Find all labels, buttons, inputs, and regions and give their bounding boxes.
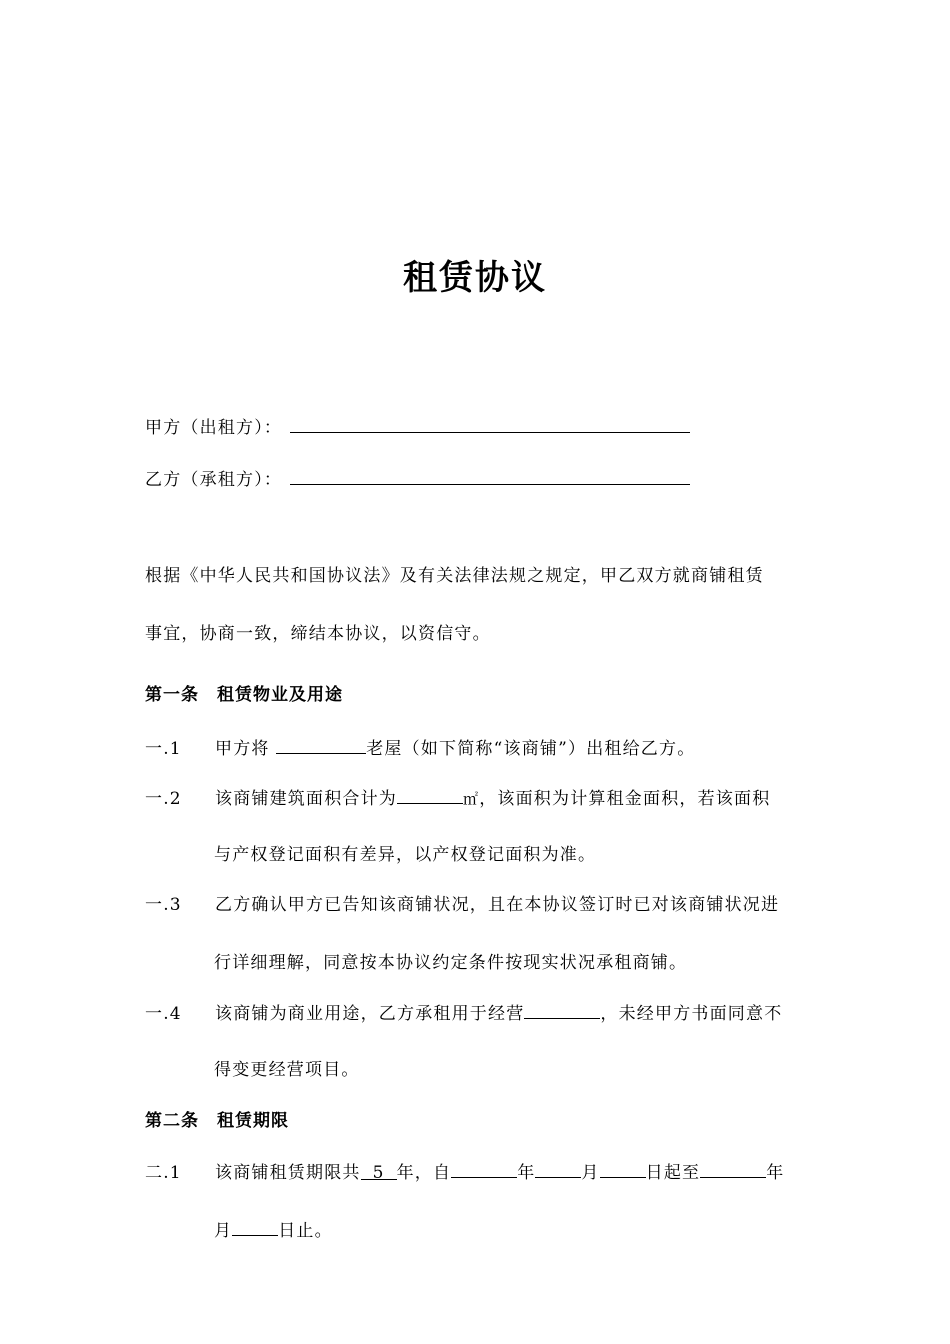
clause-text: 该商铺建筑面积合计为 xyxy=(215,789,397,809)
clause-text: 甲方将 xyxy=(215,739,277,759)
clause-text: 年，自 xyxy=(396,1163,452,1183)
party-a-label: 甲方（出租方）： xyxy=(145,418,283,438)
end-year-blank[interactable] xyxy=(700,1159,766,1178)
clause-1-1 xyxy=(145,735,695,761)
document-title: 租赁协议 xyxy=(403,258,547,298)
business-blank[interactable] xyxy=(524,1000,600,1019)
clause-1-2 xyxy=(145,785,770,811)
clause-text: ，未经甲方书面同意不 xyxy=(600,1004,783,1024)
clause-1-3 xyxy=(145,893,779,917)
clause-1-3-line-2: 行详细理解，同意按本协议约定条件按现实状况承租商铺。 xyxy=(214,953,688,973)
square-meter-unit: ㎡ xyxy=(463,790,480,808)
clause-text: 该商铺为商业用途，乙方承租用于经营 xyxy=(215,1004,525,1024)
party-b-blank[interactable] xyxy=(290,466,690,485)
clause-number: 一.2 xyxy=(145,789,182,809)
lease-years-value[interactable]: 5 xyxy=(361,1161,397,1180)
clause-text: 乙方确认甲方已告知该商铺状况，且在本协议签订时已对该商铺状况进 xyxy=(215,895,780,915)
clause-text: 年 xyxy=(766,1163,785,1183)
clause-text: ，该面积为计算租金面积，若该面积 xyxy=(479,789,771,809)
intro-line-1: 根据《中华人民共和国协议法》及有关法律法规之规定，甲乙双方就商铺租赁 xyxy=(145,566,764,586)
clause-1-2-line-2: 与产权登记面积有差异，以产权登记面积为准。 xyxy=(214,845,597,865)
clause-text: 该商铺租赁期限共 xyxy=(215,1163,361,1183)
party-a-blank[interactable] xyxy=(290,414,690,433)
clause-text: 年 xyxy=(517,1163,536,1183)
start-year-blank[interactable] xyxy=(451,1159,517,1178)
clause-number: 一.3 xyxy=(145,895,182,915)
clause-text: 日起至 xyxy=(645,1163,701,1183)
article-1-heading: 第一条 租赁物业及用途 xyxy=(145,685,343,705)
party-a-line xyxy=(145,414,690,440)
clause-number: 一.1 xyxy=(145,739,182,759)
start-month-blank[interactable] xyxy=(535,1159,581,1178)
clause-2-1 xyxy=(145,1159,784,1185)
area-blank[interactable] xyxy=(397,785,463,804)
clause-number: 一.4 xyxy=(145,1004,182,1024)
clause-text: 月 xyxy=(581,1163,600,1183)
clause-number: 二.1 xyxy=(145,1163,182,1183)
start-day-blank[interactable] xyxy=(600,1159,646,1178)
property-blank[interactable] xyxy=(276,735,366,754)
party-b-line xyxy=(145,466,690,492)
intro-line-2: 事宜，协商一致，缔结本协议，以资信守。 xyxy=(145,624,491,644)
clause-1-4-line-2: 得变更经营项目。 xyxy=(214,1060,360,1080)
clause-text: 月 xyxy=(214,1221,233,1241)
clause-text: 老屋（如下简称“该商铺”）出租给乙方。 xyxy=(366,739,696,759)
end-day-blank[interactable] xyxy=(232,1217,278,1236)
article-2-heading: 第二条 租赁期限 xyxy=(145,1111,289,1131)
clause-text: 日止。 xyxy=(278,1221,333,1241)
clause-2-1-line-2 xyxy=(214,1217,333,1243)
clause-1-4 xyxy=(145,1000,782,1026)
party-b-label: 乙方（承租方）： xyxy=(145,470,283,490)
